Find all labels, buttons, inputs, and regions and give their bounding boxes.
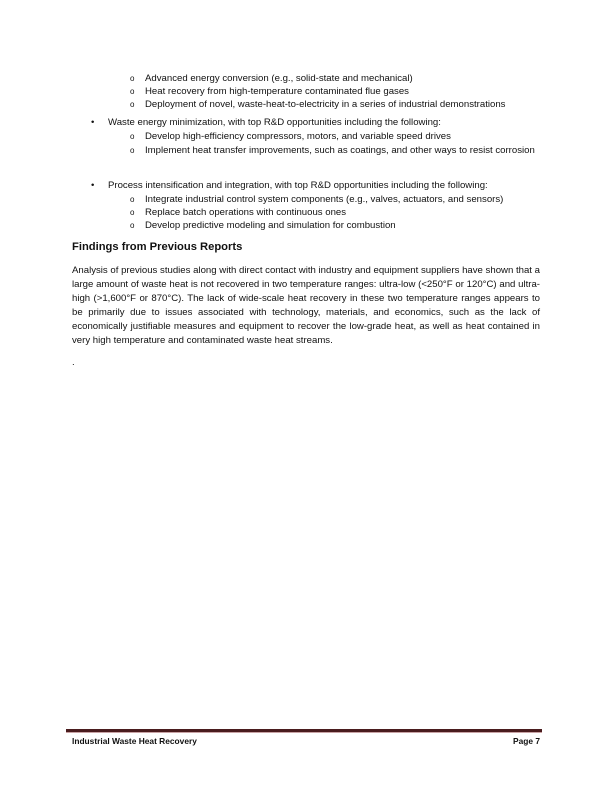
circle-bullet-icon: o (130, 74, 135, 83)
page-number: Page 7 (512, 736, 540, 746)
trailing-period: . (72, 357, 75, 368)
bullet-icon: • (91, 117, 95, 128)
sub-list-item (130, 85, 540, 98)
sub-list-item (130, 193, 540, 206)
circle-bullet-icon: o (130, 146, 135, 155)
circle-bullet-icon: o (130, 221, 135, 230)
bullet-item (91, 179, 540, 192)
item-text: Advanced energy conversion (e.g., solid-state and mechanical) (145, 73, 413, 84)
circle-bullet-icon: o (130, 87, 135, 96)
item-text: Deployment of novel, waste-heat-to-electricity in a series of industrial demonstrations (145, 99, 506, 110)
item-text: Waste energy minimization, with top R&D opportunities including the following: (108, 117, 441, 128)
sub-list-item (130, 130, 540, 143)
sub-list-item (130, 98, 540, 111)
sub-list-item (130, 144, 540, 157)
item-text: Implement heat transfer improvements, such as coatings, and other ways to resist corrosion (145, 145, 535, 156)
footer-rule-thin (66, 732, 542, 733)
bullet-item (91, 116, 540, 129)
bullet-icon: • (91, 180, 95, 191)
footer-title: Industrial Waste Heat Recovery (72, 736, 197, 746)
item-text: Replace batch operations with continuous ones (145, 207, 347, 218)
circle-bullet-icon: o (130, 132, 135, 141)
item-text: Develop predictive modeling and simulation for combustion (145, 220, 396, 231)
sub-list-item (130, 219, 540, 232)
circle-bullet-icon: o (130, 208, 135, 217)
circle-bullet-icon: o (130, 195, 135, 204)
body-paragraph: Analysis of previous studies along with direct contact with industry and equipment suppliers have shown that a large amount of waste heat is not recovered in two temperature ranges: ultra-low (<250°F or 120°C) and ultra-high (>1,600°F or 870°C). The lack of wide-scale heat recovery in these two temperature ranges appears to be primarily due to issues associated with technology, materials, and economics, such as the lack of economically justifiable measures and equipment to recover the low-grade heat, as well as heat contained in very high temperature and contaminated waste heat streams. (72, 265, 540, 346)
section-heading: Findings from Previous Reports (72, 241, 243, 253)
item-text: Develop high-efficiency compressors, motors, and variable speed drives (145, 131, 451, 142)
sub-list-item (130, 206, 540, 219)
sub-list-item (130, 72, 540, 85)
item-text: Integrate industrial control system components (e.g., valves, actuators, and sensors) (145, 194, 504, 205)
item-text: Process intensification and integration, with top R&D opportunities including the following: (108, 180, 488, 191)
item-text: Heat recovery from high-temperature contaminated flue gases (145, 86, 409, 97)
circle-bullet-icon: o (130, 100, 135, 109)
